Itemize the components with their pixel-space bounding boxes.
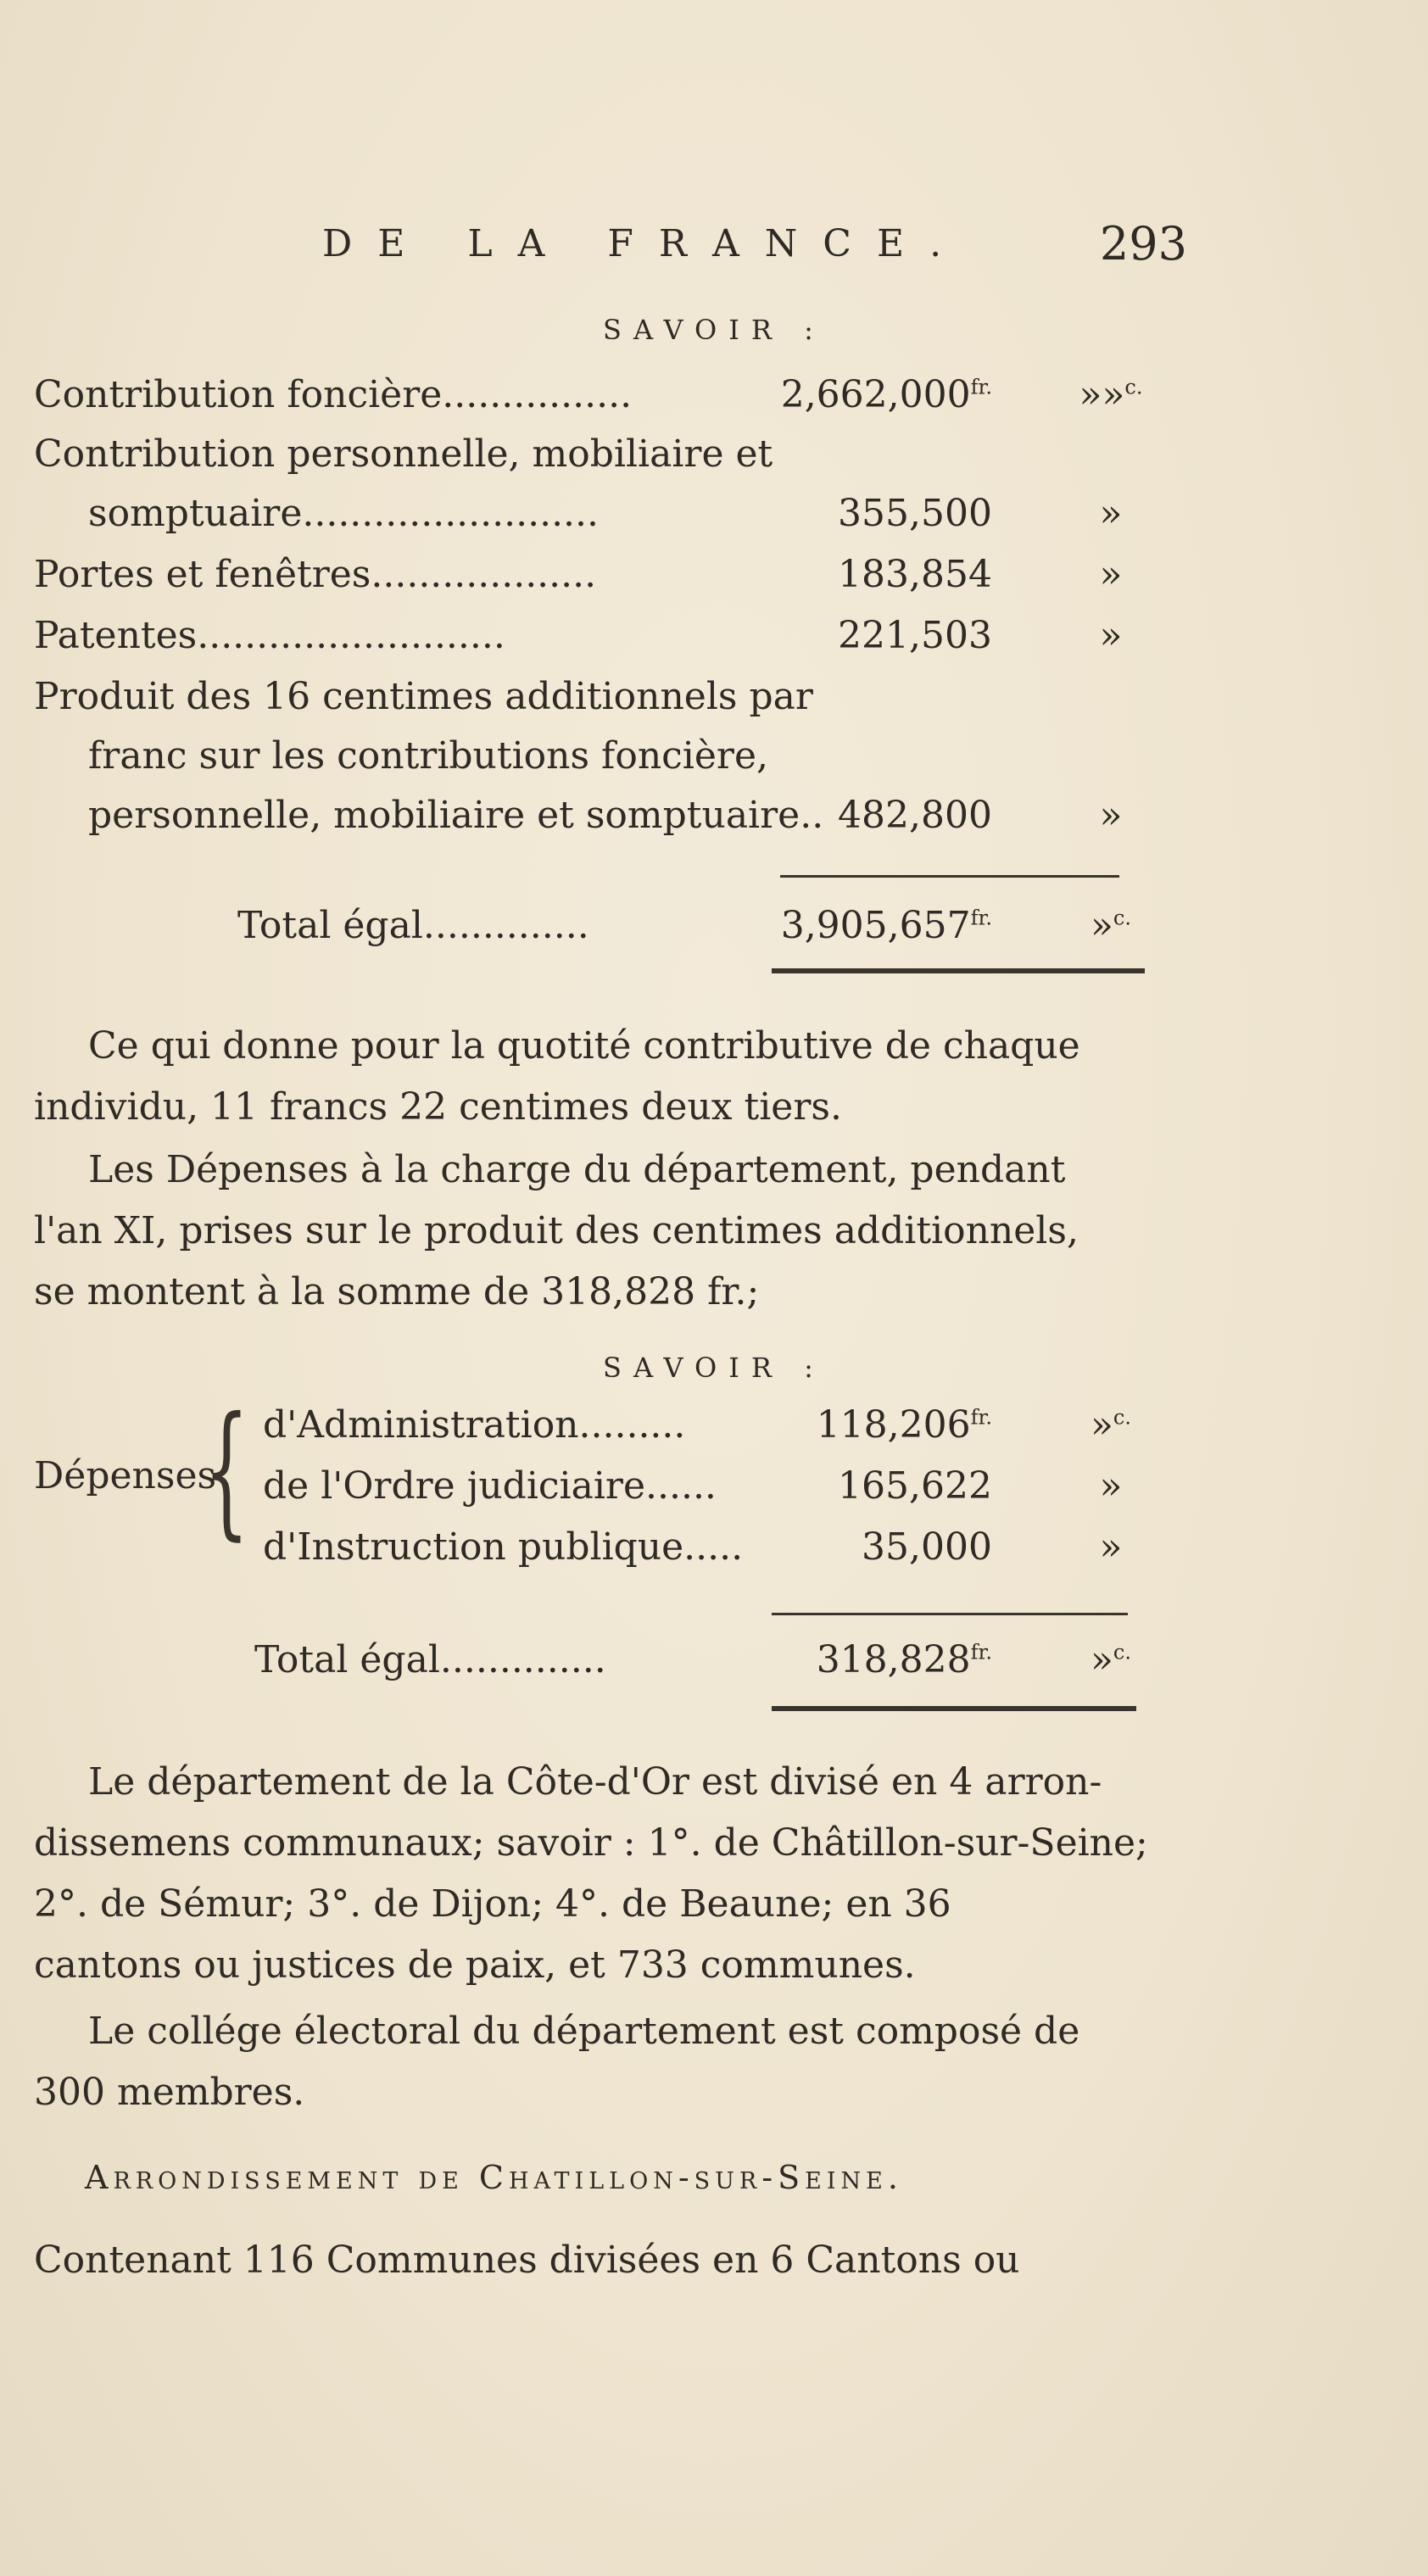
para-line: Le département de la Côte-d'Or est divisé en 4 arron- [88, 1760, 1102, 1804]
row-amount: 183,854 [838, 553, 992, 596]
row-label: somptuaire......................... [88, 492, 600, 535]
row-contribution-fonciere [34, 373, 1162, 427]
para-line: 300 membres. [34, 2071, 305, 2114]
row-patentes [34, 614, 1162, 668]
row-label: Portes et fenêtres................... [34, 553, 597, 596]
para-line: Les Dépenses à la charge du département, pendant [88, 1148, 1066, 1191]
depense-row-administration [263, 1403, 1162, 1458]
paragraph-college [34, 2001, 1162, 2123]
row-unit: » [1099, 614, 1123, 657]
row-somptuaire [34, 492, 1162, 546]
total-unit: »$^{c.}$ [1091, 904, 1131, 947]
row-amount: $118,206^{fr.}$ [816, 1403, 992, 1447]
para-line: l'an XI, prises sur le produit des centimes additionnels, [34, 1209, 1079, 1252]
row-amount: 221,503 [838, 614, 992, 657]
row-amount: 482,800 [838, 794, 992, 837]
row-label: Contribution foncière................ [34, 373, 633, 416]
row-franc-contributions [34, 734, 1162, 789]
paragraph-arrondissements [34, 1752, 1162, 1996]
savoir-heading-1: SAVOIR : [603, 314, 825, 346]
depense-row-ordre-judiciaire [263, 1464, 1162, 1519]
row-label: d'Instruction publique..... [263, 1525, 744, 1569]
total-amount: $318,828^{fr.}$ [816, 1638, 992, 1681]
rule-below-total-2 [772, 1706, 1136, 1711]
para-line: Le collége électoral du département est composé de [88, 2010, 1080, 2053]
row-unit: » [1099, 1464, 1123, 1508]
brace-glyph: { [204, 1386, 250, 1554]
row-amount: 165,622 [838, 1464, 992, 1508]
row-produit-centimes [34, 675, 1162, 729]
paragraph-depenses [34, 1140, 1162, 1323]
paragraph-contenant: Contenant 116 Communes divisées en 6 Cantons ou [34, 2239, 1020, 2282]
rule-above-total-1 [780, 875, 1119, 878]
row-label: de l'Ordre judiciaire...... [263, 1464, 717, 1508]
row-label: Produit des 16 centimes additionnels par [34, 675, 813, 718]
rule-above-total-2 [772, 1613, 1128, 1615]
total-label: Total égal.............. [254, 1638, 606, 1681]
row-portes-fenetres [34, 553, 1162, 607]
row-unit: » [1099, 794, 1123, 837]
row-total-2 [34, 1638, 1162, 1692]
row-amount: 355,500 [838, 492, 992, 535]
para-line: 2°. de Sémur; 3°. de Dijon; 4°. de Beaune; en 36 [34, 1882, 951, 1926]
row-unit: » [1099, 553, 1123, 596]
para-line: individu, 11 francs 22 centimes deux tiers. [34, 1085, 842, 1129]
running-title: DE LA FRANCE. [322, 222, 968, 265]
row-unit: » [1099, 492, 1123, 535]
depenses-block [34, 1386, 1162, 1573]
total-label: Total égal.............. [237, 904, 589, 947]
para-line: se montent à la somme de 318,828 fr.; [34, 1270, 760, 1313]
row-label: Contribution personnelle, mobiliaire et [34, 432, 773, 476]
paragraph-quotite [34, 1016, 1162, 1138]
page-number: 293 [1099, 217, 1187, 270]
depenses-label: Dépenses [34, 1454, 217, 1497]
row-label: Patentes.......................... [34, 614, 505, 657]
depense-row-instruction [263, 1525, 1162, 1580]
savoir-heading-2: SAVOIR : [603, 1352, 825, 1384]
row-unit: »»$^{c.}$ [1079, 373, 1143, 416]
total-amount: $3,905,657^{fr.}$ [780, 904, 992, 947]
row-unit: »$^{c.}$ [1091, 1403, 1131, 1447]
running-header [322, 217, 1187, 282]
rule-below-total-1 [772, 968, 1145, 973]
row-label: franc sur les contributions foncière, [88, 734, 768, 778]
row-contribution-personnelle [34, 432, 1162, 487]
row-label: personnelle, mobiliaire et somptuaire.. [88, 794, 824, 837]
para-line: Ce qui donne pour la quotité contributive de chaque [88, 1024, 1080, 1068]
para-line: dissemens communaux; savoir : 1°. de Châtillon-sur-Seine; [34, 1821, 1148, 1865]
row-total-1 [34, 904, 1162, 958]
row-unit: » [1099, 1525, 1123, 1569]
row-amount: $2,662,000^{fr.}$ [780, 373, 992, 416]
row-amount: 35,000 [862, 1525, 992, 1569]
total-unit: »$^{c.}$ [1091, 1638, 1131, 1681]
section-title: Arrondissement de Chatillon-sur-Seine. [85, 2159, 903, 2196]
para-line: cantons ou justices de paix, et 733 communes. [34, 1943, 916, 1987]
row-personnelle-mobiliaire [34, 794, 1162, 848]
row-label: d'Administration......... [263, 1403, 686, 1447]
